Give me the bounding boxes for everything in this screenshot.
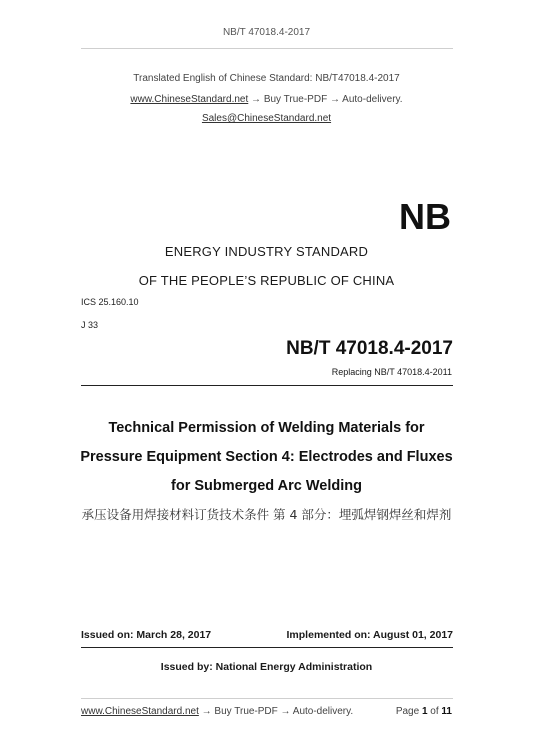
page-total: 11 — [441, 706, 452, 717]
ccs-code: J 33 — [81, 320, 99, 330]
title-line-1: Technical Permission of Welding Materials for — [108, 420, 425, 436]
standard-number: NB/T 47018.4-2017 — [286, 338, 453, 359]
title-line-3: for Submerged Arc Welding — [171, 478, 362, 494]
running-header: NB/T 47018.4-2017 — [222, 27, 311, 38]
page-of: of — [430, 706, 439, 717]
header-divider — [81, 48, 453, 49]
footer-divider — [81, 698, 453, 699]
dates-divider — [81, 647, 453, 648]
nb-logo: NB — [399, 196, 451, 237]
title-line-2: Pressure Equipment Section 4: Electrodes and Fluxes — [80, 449, 453, 465]
footer-promo — [81, 706, 353, 717]
title-divider — [81, 385, 453, 386]
footer-site-link[interactable]: www.ChineseStandard.net — [81, 706, 199, 717]
footer-buy-text: → Buy True-PDF → Auto-delivery. — [198, 706, 354, 717]
implemented-date: Implemented on: August 01, 2017 — [286, 629, 453, 641]
issuing-authority: Issued by: National Energy Administration — [160, 661, 373, 673]
page-label: Page — [395, 706, 420, 717]
ics-code: ICS 25.160.10 — [81, 297, 139, 307]
email-link[interactable]: Sales@ChineseStandard.net — [201, 113, 332, 124]
promo-buy-text: → Buy True-PDF → Auto-delivery. — [248, 94, 403, 105]
replacing-note: Replacing NB/T 47018.4-2011 — [331, 367, 452, 377]
org-line-1: ENERGY INDUSTRY STANDARD — [164, 244, 369, 259]
site-link[interactable]: www.ChineseStandard.net — [130, 94, 249, 105]
page-current: 1 — [421, 706, 428, 717]
promo-line — [0, 94, 533, 105]
org-line-2: OF THE PEOPLE’S REPUBLIC OF CHINA — [138, 273, 395, 288]
issued-date: Issued on: March 28, 2017 — [81, 629, 212, 641]
translation-notice: Translated English of Chinese Standard: NB/T47018.4-2017 — [133, 73, 400, 84]
chinese-title: 承压设备用焊接材料订货技术条件 第 4 部分：埋弧焊钢焊丝和焊剂 — [81, 507, 452, 522]
page-indicator — [396, 706, 452, 717]
email-line — [0, 113, 533, 124]
